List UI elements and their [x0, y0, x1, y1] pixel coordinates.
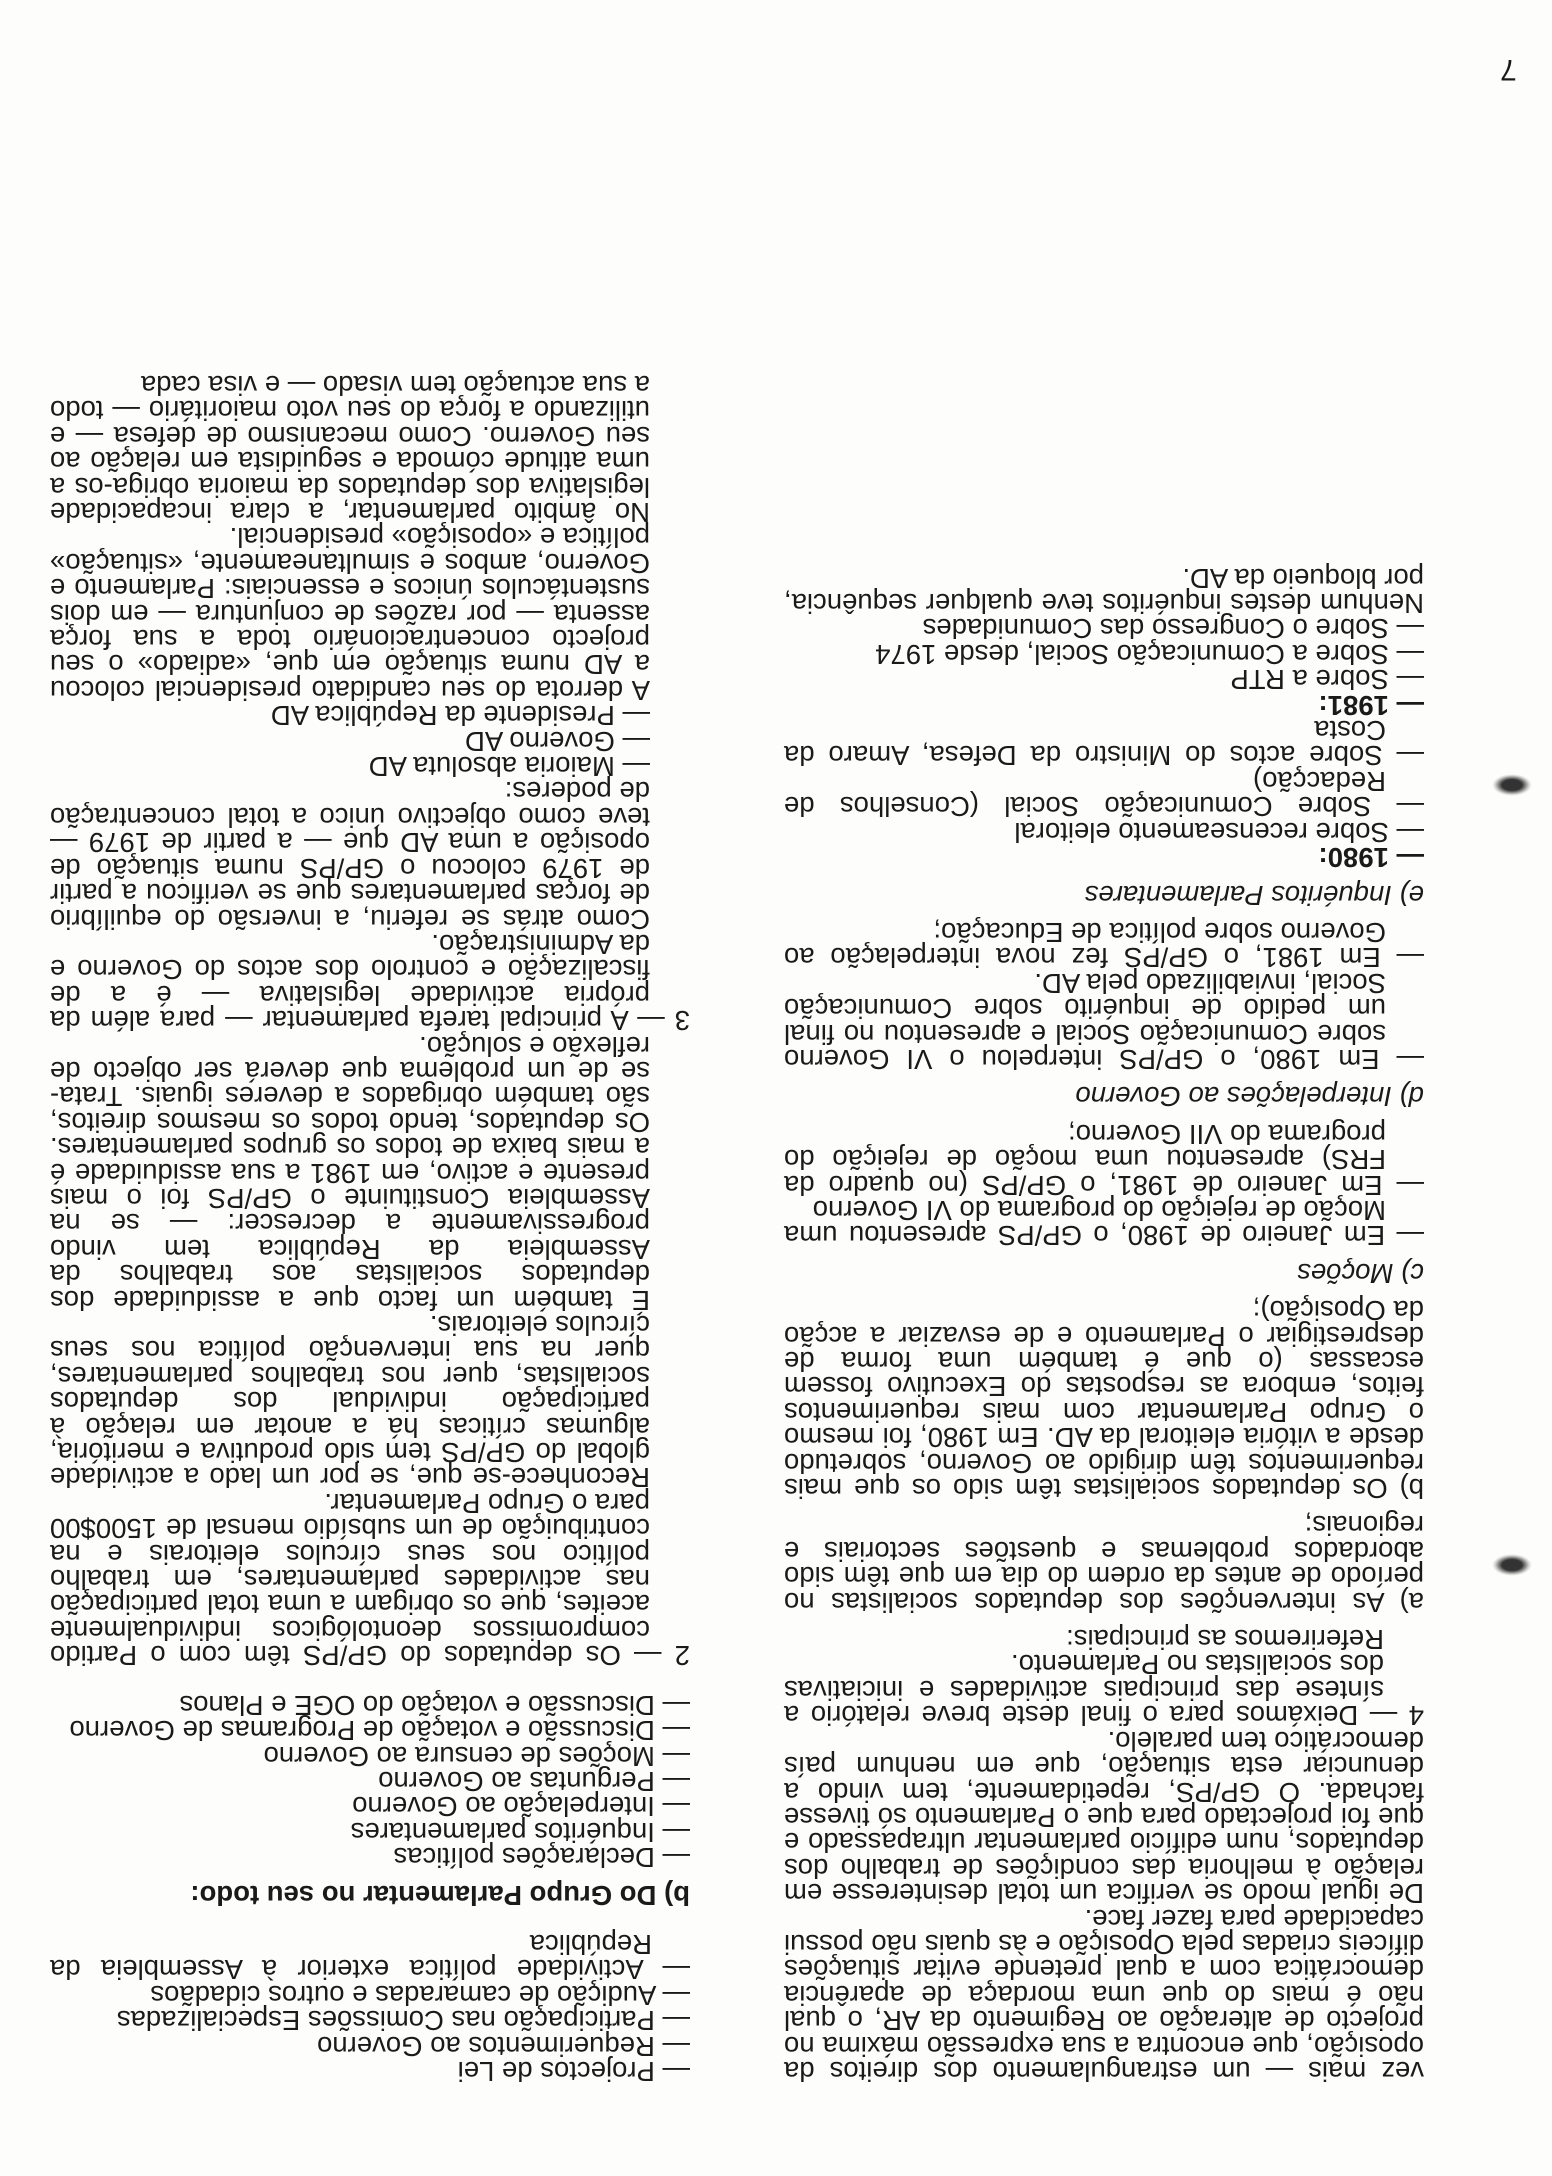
item-a: a) As intervenções dos deputados socialistas no período de antes da ordem do dia em que têm sido abordados problemas e questões sectoriais e regionais;: [784, 1510, 1424, 1618]
list-item: — Discussão e votação de Programas de Governo: [69, 1715, 690, 1747]
page-number: 7: [1500, 53, 1517, 86]
list-item: — Sobre Comunicação Social (Conselhos de Redacção): [784, 765, 1424, 823]
list-item: — Inquéritos parlamentares: [350, 1816, 690, 1848]
paragraph: De igual modo se verifica um total desinteresse em relação à melhoria das condições de trabalho dos deputados, num edifício parlamentar ultrapassado e que foi projectado para que o Parlamento só tivesse fachada. O GP/PS, repetidamente, tem vindo a denunciar esta situação, que em nenhum país democrático tem paralelo.: [784, 1725, 1424, 1910]
paragraph: vez mais — um estrangulamento dos direitos da oposição, que encontra a sua expressão máxima no projecto de alteração ao Regimento da AR, o qual não é mais do que uma mordaça de aparência democrática com a qual pretende evitar situações difíceis criadas pela Oposição e às quais não possui capacidade para fazer face.: [784, 1903, 1424, 2087]
list-item: — Em 1981, o GP/PS fez nova interpelação ao Governo sobre política de Educação;: [784, 916, 1424, 974]
item-d-heading: d) Interpelações ao Governo: [1075, 1081, 1424, 1113]
list-item: — Actividade política exterior à Assembleia da República: [50, 1928, 690, 1986]
list-item: — Governo AD: [465, 725, 650, 757]
scan-punch-hole-mark: [1492, 774, 1532, 796]
item-b-heading: b) Do Grupo Parlamentar no seu todo:: [190, 1879, 690, 1911]
section-4: 4 — Deixámos para o final deste breve relatório a síntese das principais actividades e iniciativas dos socialistas no Parlamento.: [784, 1649, 1424, 1732]
list-item: — Moções de censura ao Governo: [263, 1740, 690, 1772]
list-item: — Em Janeiro de 1980, o GP/PS apresentou uma Moção de rejeição do programa do VI Governo: [784, 1195, 1424, 1252]
paragraph: Como atrás se referiu, a inversão do equilíbrio de forças parlamentares que se verificou a partir de 1979 colocou o GP/PS numa situação de oposição a uma AD que — a partir de 1979 — teve como objectivo único a total concentração de poderes:: [50, 776, 650, 935]
item-e-heading: e) Inquéritos Parlamentares: [1084, 879, 1424, 911]
list-item: — Audição de camaradas e outros cidadãos: [150, 1979, 690, 2011]
scan-punch-hole-mark: [1492, 1554, 1532, 1576]
paragraph: Reconhece-se que, se por um lado a actividade global do GP/PS tem sido produtiva e meritória, algumas críticas há a anotar em relação à participação individual dos deputados socialistas, quer nos trabalhos parlamentares, quer na sua intervenção política nos seus círculos eleitorais.: [50, 1310, 650, 1494]
paragraph: No âmbito parlamentar, a clara incapacidade legislativa dos deputados da maioria obriga-os a uma atitude cómoda e seguidista em relação ao seu Governo. Como mecanismo de defesa — e utilizando a força do seu voto maioritário — todo a sua actuação tem visado — e visa cada: [50, 370, 650, 529]
list-item: — Projectos de Lei: [457, 2056, 690, 2087]
section-2: 2 — Os deputados do GP/PS têm com o Partido compromissos deontológicos individualmente aceites, que os obrigam a uma total participação nas actividades parlamentares, em trabalho político nos seus círculos eleitorais e na contribuição de um subsídio mensal de 1500$00 para o Grupo Parlamentar.: [50, 1487, 690, 1672]
list-item: — Declarações políticas: [393, 1842, 690, 1874]
year-heading: — 1980:: [1318, 842, 1424, 874]
list-item: — Participação nas Comissões Especializadas: [116, 2005, 690, 2037]
left-column: [784, 562, 1424, 2087]
list-item: — Requerimentos ao Governo: [317, 2030, 690, 2062]
list-item: — Perguntas ao Governo: [378, 1765, 690, 1797]
list-item: — Sobre recenseamento eleitoral: [1014, 816, 1424, 848]
list-item: — Interpelação ao Governo: [352, 1791, 690, 1823]
paragraph: Referiremos as principais:: [1066, 1624, 1384, 1656]
list-item: — Em Janeiro de 1981, o GP/PS (no quadro da FRS) apresentou uma moção de rejeição do programa do VII Governo;: [784, 1118, 1424, 1201]
list-item: — Em 1980, o GP/PS interpelou o VI Governo sobre Comunicação Social e apresentou no final um pedido de inquérito sobre Comunicação Social, inviabilizado pela AD.: [784, 967, 1424, 1075]
paragraph: A derrota do seu candidato presidencial colocou a AD numa situação em que, «adiado» o seu projecto concentracionário toda a sua força assenta — por razões de conjuntura — em dois sustentáculos únicos e essenciais: Parlamento e Governo, ambos e simultaneamente, «situação» política e «oposição» presidencial.: [50, 522, 650, 706]
paragraph: Nenhum destes inquéritos teve qualquer sequência, por bloqueio da AD.: [784, 562, 1424, 620]
list-item: — Maioria absoluta AD: [368, 751, 650, 783]
item-b: b) Os deputados socialistas têm sido os que mais requerimentos têm dirigido ao Governo, sobretudo desde a vitória eleitoral da AD. Em 1980, foi mesmo o Grupo Parlamentar com mais requerimentos feitos, embora as respostas do Executivo fossem escassas (o que é também uma forma de desprestigiar o Parlamento e de esvaziar a acção da Oposição);: [784, 1295, 1424, 1505]
list-item: — Sobre actos do Ministro da Defesa, Amaro da Costa: [784, 715, 1424, 772]
list-item: — Sobre o Congresso das Comunidades: [922, 613, 1424, 645]
year-heading: — 1981:: [1318, 689, 1424, 721]
list-item: — Sobre a RTP: [1230, 664, 1424, 696]
right-column: [50, 370, 690, 2087]
list-item: — Sobre a Comunicação Social, desde 1974: [875, 638, 1424, 670]
section-3: 3 — A principal tarefa parlamentar — para além da própria actividade legislativa — é a de fiscalização e controlo dos actos do Governo e da Administração.: [50, 928, 690, 1037]
item-c-heading: c) Moções: [1297, 1257, 1424, 1289]
list-item: — Discussão e votação do OGE e Planos: [179, 1689, 690, 1721]
paragraph: É também um facto que a assiduidade dos deputados socialistas aos trabalhos da Assembleia da República tem vindo progressivamente a decrescer: — se na Assembleia Constituinte o GP/PS foi o mais presente e activo, em 1981 a sua assiduidade é a mais baixa de todos os grupos parlamentares. Os deputados, tendo todos os mesmos direitos, são também obrigados a deveres iguais. Trata-se de um problema que deverá ser objecto de reflexão e solução.: [50, 1030, 650, 1316]
list-item: — Presidente da República AD: [270, 700, 650, 732]
